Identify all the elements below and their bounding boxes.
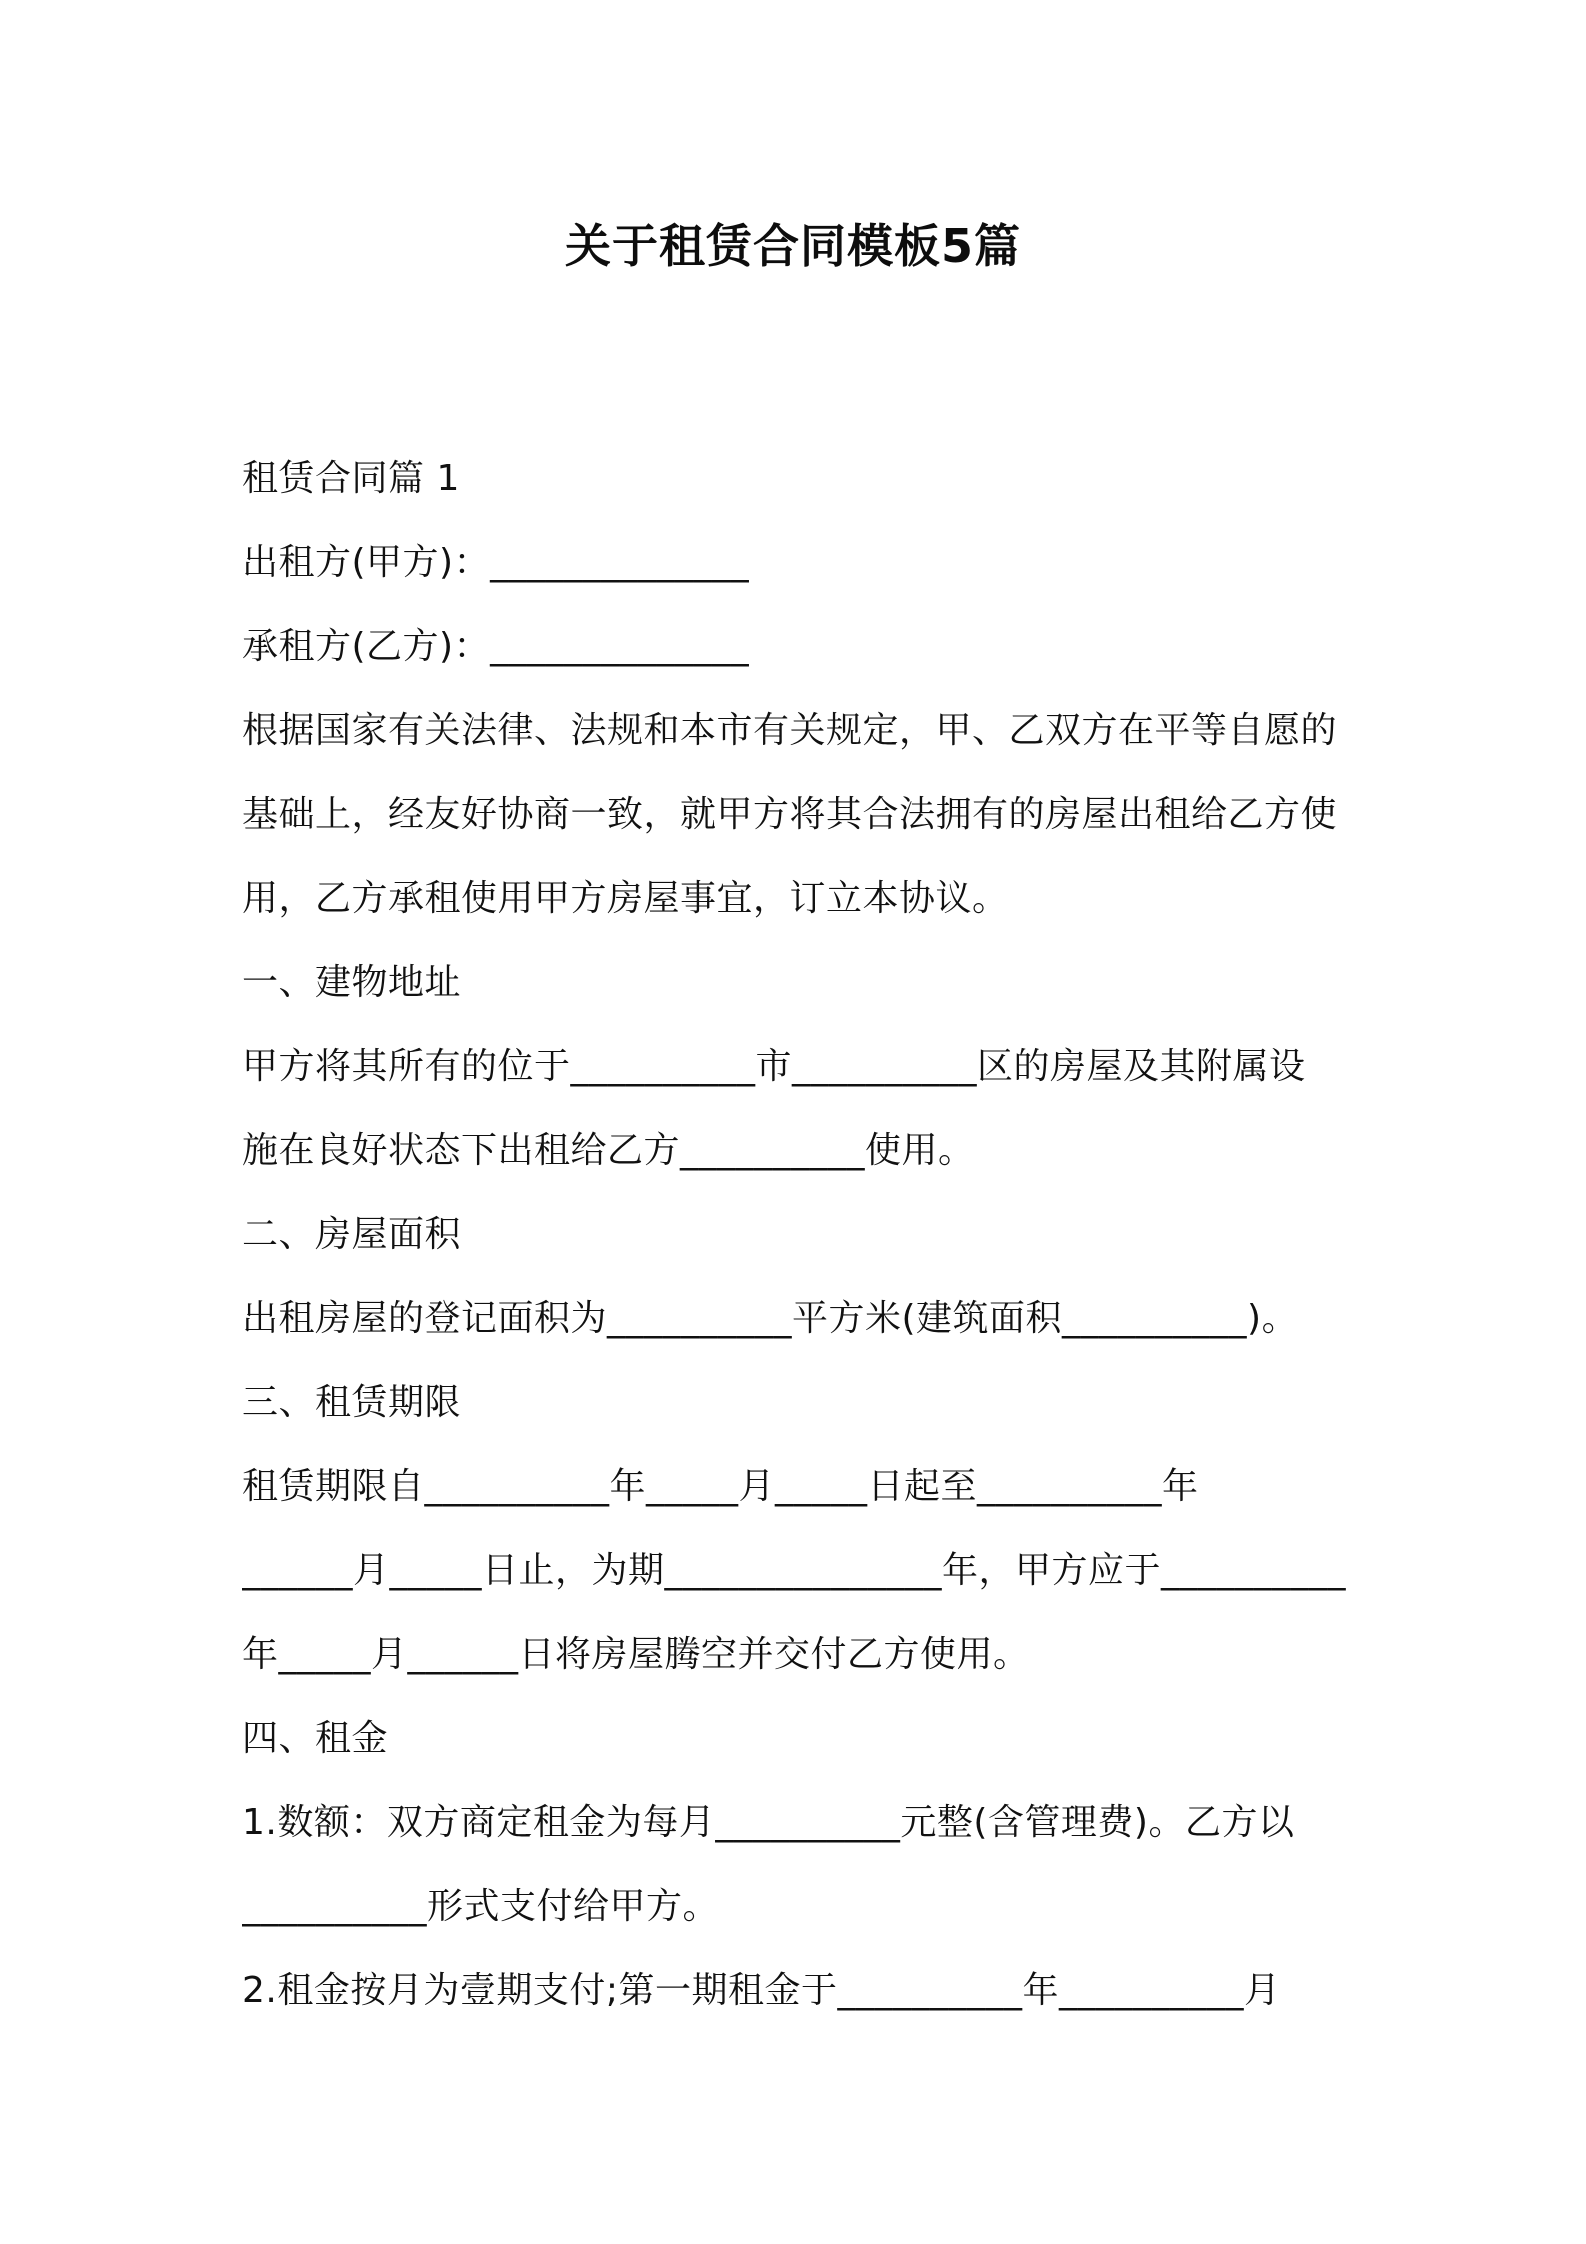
paragraph-line: 用，乙方承租使用甲方房屋事宜，订立本协议。 [242, 878, 1009, 919]
paragraph-line: 1.数额：双方商定租金为每月__________元整(含管理费)。乙方以 [242, 1802, 1295, 1843]
paragraph-line: 基础上，经友好协商一致，就甲方将其合法拥有的房屋出租给乙方使 [242, 794, 1338, 835]
section-heading-area: 二、房屋面积 [242, 1214, 462, 1255]
section-heading-contract-1: 租赁合同篇 1 [242, 458, 460, 499]
lessee-field: 承租方(乙方)：______________ [242, 626, 750, 667]
paragraph-line: 施在良好状态下出租给乙方__________使用。 [242, 1130, 975, 1171]
paragraph-line: __________形式支付给甲方。 [242, 1886, 720, 1927]
paragraph-line: 年_____月______日将房屋腾空并交付乙方使用。 [242, 1634, 1030, 1675]
paragraph-line: 2.租金按月为壹期支付;第一期租金于__________年__________月 [242, 1970, 1281, 2011]
lessor-field: 出租方(甲方)：______________ [242, 542, 750, 583]
paragraph-line: 租赁期限自__________年_____月_____日起至__________年 [242, 1466, 1199, 1507]
document-body [242, 453, 1360, 2049]
section-heading-rent: 四、租金 [242, 1718, 389, 1759]
paragraph-line: ______月_____日止，为期_______________年，甲方应于__________ [242, 1550, 1347, 1591]
section-heading-address: 一、建物地址 [242, 962, 462, 1003]
paragraph-line: 根据国家有关法律、法规和本市有关规定，甲、乙双方在平等自愿的 [242, 710, 1338, 751]
paragraph-line: 出租房屋的登记面积为__________平方米(建筑面积__________)。 [242, 1298, 1299, 1339]
section-heading-term: 三、租赁期限 [242, 1382, 462, 1423]
document-title: 关于租赁合同模板5篇 [564, 219, 1021, 273]
paragraph-line: 甲方将其所有的位于__________市__________区的房屋及其附属设 [242, 1046, 1306, 1087]
